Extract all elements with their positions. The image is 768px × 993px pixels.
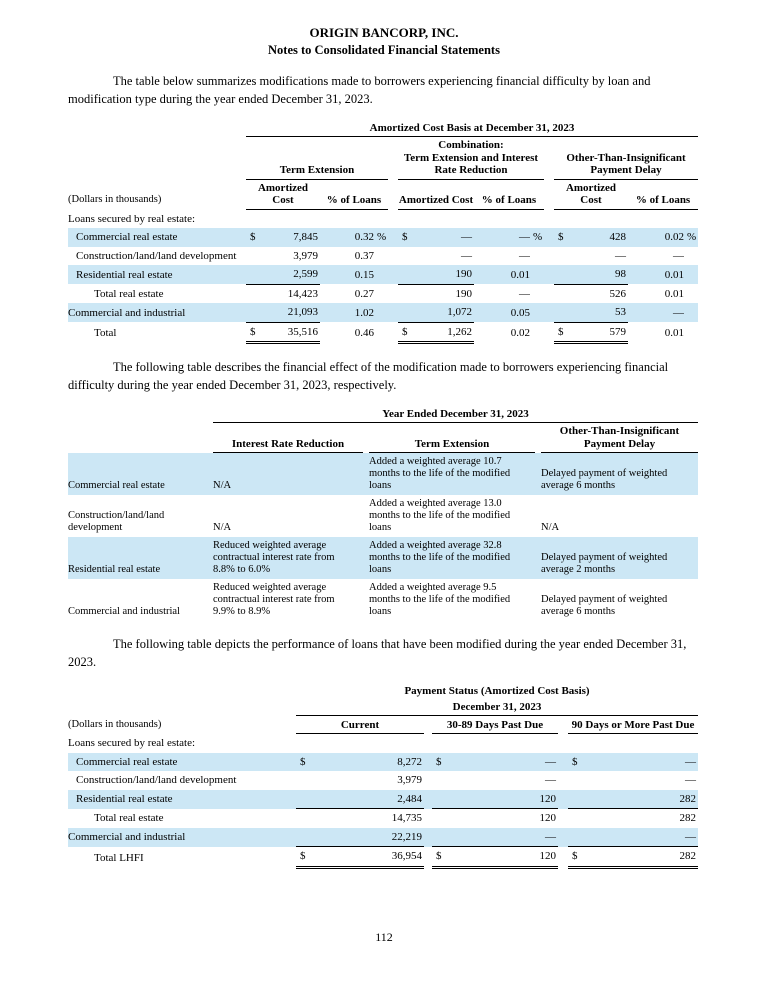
table-row <box>68 284 698 303</box>
row-label: Construction/land/land development <box>76 774 237 786</box>
amount: — <box>582 828 698 847</box>
table-row <box>68 753 698 772</box>
amount: 3,979 <box>293 249 318 262</box>
payment-delay-cell: Delayed payment of weighted average 6 months <box>541 453 698 496</box>
column-header-row <box>68 423 698 453</box>
percent-value: 0.02 <box>628 228 684 247</box>
column-header-amortized-cost: Amortized Cost <box>398 179 474 209</box>
amount: — <box>582 753 698 772</box>
paragraph-2: The following table describes the financial effect of the modification made to borrowers experiencing financial difficulty during the year ended December 31, 2023, respectively. <box>68 360 669 392</box>
amount: 282 <box>679 812 697 824</box>
percent-value: 0.15 <box>320 265 374 284</box>
table-row <box>68 771 698 790</box>
table-subtitle: December 31, 2023 <box>296 699 698 716</box>
interest-rate-reduction-cell: N/A <box>213 453 363 496</box>
row-label: Commercial and industrial <box>68 303 246 322</box>
percent-value: — <box>474 228 530 247</box>
table-subtitle-row <box>68 699 698 716</box>
paragraph-3: The following table depicts the performance of loans that have been modified during the year ended December 31, 2023. <box>68 637 687 669</box>
interest-rate-reduction-cell: N/A <box>213 522 232 533</box>
payment-delay-cell: N/A <box>541 522 560 533</box>
dollar-sign: $ <box>554 228 566 247</box>
percent-value: 0.05 <box>474 303 530 322</box>
row-label: Residential real estate <box>68 537 213 579</box>
group-header-combination-line2: Term Extension and Interest Rate Reduction <box>403 151 539 176</box>
row-label: Residential real estate <box>68 790 296 809</box>
payment-status-table <box>68 683 698 869</box>
table-title-row <box>68 683 698 699</box>
column-header-amortized-cost: Amortized Cost <box>246 179 320 209</box>
column-header-interest-rate-reduction: Interest Rate Reduction <box>213 423 363 453</box>
amount: 8,272 <box>310 753 424 772</box>
dollar-sign: $ <box>568 847 582 868</box>
dollars-note: (Dollars in thousands) <box>68 194 162 205</box>
amount: 21,093 <box>258 303 320 322</box>
column-header-payment-delay: Other-Than-Insignificant Payment Delay <box>541 423 698 453</box>
term-extension-cell: Added a weighted average 32.8 months to the life of the modified loans <box>369 537 535 579</box>
row-label: Commercial real estate <box>68 453 213 496</box>
table-title-row <box>68 406 698 423</box>
table-row <box>68 828 698 847</box>
financial-effect-table <box>68 406 698 621</box>
amount: — <box>461 249 472 262</box>
group-header-payment-delay: Other-Than-Insignificant Payment Delay <box>554 137 698 180</box>
row-label: Total real estate <box>94 812 164 824</box>
amount: 22,219 <box>310 828 424 847</box>
row-label: Residential real estate <box>68 265 246 284</box>
column-header-90-days: 90 Days or More Past Due <box>568 716 698 734</box>
interest-rate-reduction-cell: Reduced weighted average contractual interest rate from 9.9% to 8.9% <box>213 582 335 617</box>
table-title: Year Ended December 31, 2023 <box>213 406 698 423</box>
percent-value: 0.27 <box>354 287 374 300</box>
document-subtitle: Notes to Consolidated Financial Statements <box>268 43 500 57</box>
row-label: Commercial and industrial <box>68 828 296 847</box>
row-label: Commercial real estate <box>68 228 246 247</box>
row-label: Construction/land/land development <box>68 510 165 533</box>
amount: 120 <box>446 847 558 868</box>
payment-delay-cell: Delayed payment of weighted average 6 months <box>541 594 668 617</box>
amount: 14,735 <box>391 812 422 824</box>
amount: — <box>685 774 697 786</box>
table-row <box>68 495 698 537</box>
percent-sign: % <box>374 228 388 247</box>
percent-sign: % <box>530 228 544 247</box>
percent-value: 1.02 <box>320 303 374 322</box>
amount: 282 <box>582 790 698 809</box>
dollar-sign: $ <box>432 847 446 868</box>
percent-value: 0.37 <box>354 249 374 262</box>
amount: 1,072 <box>410 303 474 322</box>
amount: 3,979 <box>397 774 422 786</box>
term-extension-cell: Added a weighted average 9.5 months to the life of the modified loans <box>369 582 511 617</box>
table-row <box>68 453 698 496</box>
group-header-term-extension: Term Extension <box>246 137 388 180</box>
interest-rate-reduction-cell: Reduced weighted average contractual interest rate from 8.8% to 6.0% <box>213 537 363 579</box>
row-label: Total LHFI <box>94 851 144 864</box>
amount: 190 <box>410 265 474 284</box>
column-header-pct-of-loans: % of Loans <box>320 179 388 209</box>
dollar-sign: $ <box>246 228 258 247</box>
group-header-combination <box>398 137 544 180</box>
dollar-sign: $ <box>296 753 310 772</box>
subheader-row <box>68 179 698 209</box>
row-label: Commercial and industrial <box>68 606 180 617</box>
table-row <box>68 247 698 266</box>
dollar-sign: $ <box>554 322 566 343</box>
amount: — <box>545 774 556 786</box>
table-row <box>68 537 698 579</box>
table-row <box>68 265 698 284</box>
amount: 190 <box>455 287 472 300</box>
row-label: Commercial real estate <box>68 753 296 772</box>
total-row <box>68 847 698 868</box>
dollar-sign: $ <box>568 753 582 772</box>
amount: 282 <box>582 847 698 868</box>
amount: — <box>615 249 626 262</box>
paragraph-1: The table below summarizes modifications made to borrowers experiencing financial difficulty by loan and modification type during the year ended December 31, 2023. <box>68 74 651 106</box>
column-header-row <box>68 716 698 734</box>
dollar-sign: $ <box>398 228 410 247</box>
column-header-current: Current <box>296 716 424 734</box>
percent-value: — <box>628 303 684 322</box>
page-number: 112 <box>375 930 393 944</box>
row-label: Total real estate <box>94 287 164 300</box>
table-row <box>68 809 698 828</box>
percent-value: 0.01 <box>628 265 684 284</box>
table-title-row <box>68 120 698 137</box>
table-title: Payment Status (Amortized Cost Basis) <box>404 685 590 697</box>
table-title: Amortized Cost Basis at December 31, 2023 <box>246 120 698 137</box>
column-header-term-extension: Term Extension <box>369 423 535 453</box>
term-extension-cell: Added a weighted average 10.7 months to the life of the modified loans <box>369 453 535 496</box>
amount: 120 <box>539 812 556 824</box>
row-label: Total <box>94 327 117 339</box>
amount: 98 <box>566 265 628 284</box>
amount: 1,262 <box>410 322 474 343</box>
company-name: ORIGIN BANCORP, INC. <box>309 25 459 40</box>
amount: — <box>410 228 474 247</box>
group-header-row <box>68 137 698 180</box>
amount: 35,516 <box>258 322 320 343</box>
column-header-amortized-cost: Amortized Cost <box>554 179 628 209</box>
dollar-sign: $ <box>246 322 258 343</box>
column-header-30-89-days: 30-89 Days Past Due <box>432 716 558 734</box>
amount: 120 <box>446 790 558 809</box>
table-row <box>68 790 698 809</box>
percent-value: — <box>519 287 530 300</box>
percent-value: 0.32 <box>320 228 374 247</box>
percent-sign: % <box>684 228 698 247</box>
dollars-note: (Dollars in thousands) <box>68 718 162 730</box>
amount: 579 <box>566 322 628 343</box>
term-extension-cell: Added a weighted average 13.0 months to the life of the modified loans <box>369 498 511 533</box>
column-header-pct-of-loans: % of Loans <box>474 179 544 209</box>
table-row <box>68 579 698 621</box>
table-row <box>68 303 698 322</box>
amount: 2,484 <box>310 790 424 809</box>
amount: 2,599 <box>258 265 320 284</box>
table-row <box>68 228 698 247</box>
row-label: Loans secured by real estate: <box>68 737 196 749</box>
dollar-sign: $ <box>432 753 446 772</box>
amount: 7,845 <box>258 228 320 247</box>
amount: 428 <box>566 228 628 247</box>
amount: — <box>446 753 558 772</box>
amount: 526 <box>609 287 626 300</box>
amount: 53 <box>566 303 628 322</box>
percent-value: — <box>519 249 530 262</box>
column-header-pct-of-loans: % of Loans <box>628 179 698 209</box>
dollar-sign: $ <box>398 322 410 343</box>
section-row <box>68 734 698 753</box>
amount: 14,423 <box>287 287 318 300</box>
modifications-table <box>68 120 698 344</box>
amount: — <box>446 828 558 847</box>
total-row <box>68 322 698 343</box>
percent-value: 0.01 <box>664 287 684 300</box>
section-row <box>68 209 698 228</box>
row-label: Loans secured by real estate: <box>68 212 196 225</box>
percent-value: 0.02 <box>510 327 530 339</box>
percent-value: 0.01 <box>474 265 530 284</box>
percent-value: — <box>673 249 684 262</box>
percent-value: 0.46 <box>354 327 374 339</box>
dollar-sign: $ <box>296 847 310 868</box>
payment-delay-cell: Delayed payment of weighted average 2 months <box>541 537 698 579</box>
group-header-combination-line1: Combination: <box>438 139 504 151</box>
percent-value: 0.01 <box>664 327 684 339</box>
amount: 36,954 <box>310 847 424 868</box>
row-label: Construction/land/land development <box>76 249 237 262</box>
